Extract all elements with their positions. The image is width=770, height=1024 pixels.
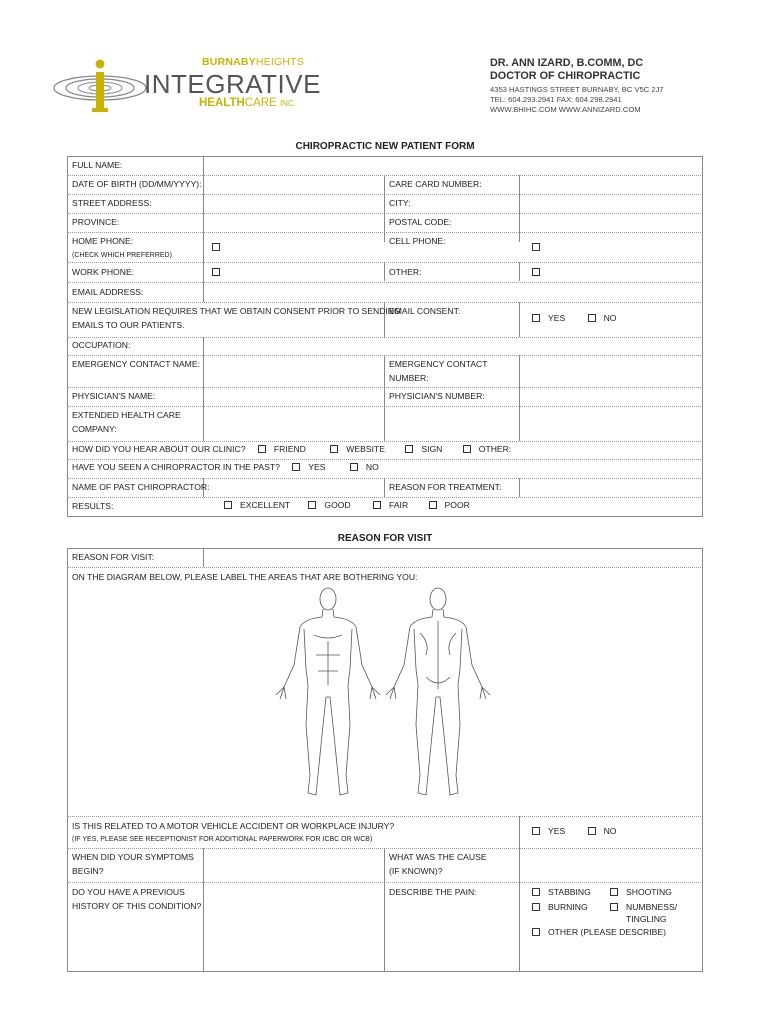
mva-note: (IF YES, PLEASE SEE RECEPTIONIST FOR ADDITIONAL PAPERWORK FOR ICBC OR WCB) [72,836,373,843]
back-body-figure [386,588,490,795]
logo-swirl-icon [48,58,148,114]
reason-visit-field[interactable] [204,549,702,566]
doctor-info [490,57,664,116]
visit-section-title: REASON FOR VISIT [337,533,433,544]
legislation-text-1: NEW LEGISLATION REQUIRES THAT WE OBTAIN CONSENT PRIOR TO SENDING [72,306,401,316]
physician-number-label: PHYSICIAN'S NUMBER: [389,391,485,401]
sign-checkbox[interactable] [405,445,413,453]
doctor-web: WWW.BHIHC.COM WWW.ANNIZARD.COM [490,105,641,115]
email-consent-no-checkbox[interactable] [588,314,596,322]
emergency-number-label-2: NUMBER: [389,373,429,383]
care-card-field[interactable] [520,176,702,193]
other-source-checkbox[interactable] [463,445,471,453]
email-label: EMAIL ADDRESS: [72,287,144,297]
work-phone-preferred-checkbox[interactable] [212,268,220,276]
doctor-address: 4353 HASTINGS STREET BURNABY, BC V5C 2J7 [490,85,664,94]
tingling-label: TINGLING [626,914,667,924]
past-chiro-label: NAME OF PAST CHIROPRACTOR: [72,482,210,492]
care-card-label: CARE CARD NUMBER: [389,179,482,189]
full-name-field[interactable] [204,157,702,174]
cause-label-1: WHAT WAS THE CAUSE [389,852,487,862]
other-pain-checkbox[interactable] [532,928,540,936]
other-phone-preferred-checkbox[interactable] [532,268,540,276]
occupation-field[interactable] [204,338,702,354]
logo-top-text: BURNABYHEIGHTS [202,56,304,68]
occupation-label: OCCUPATION: [72,340,131,350]
province-label: PROVINCE: [72,217,120,227]
form-title: CHIROPRACTIC NEW PATIENT FORM [295,141,475,152]
friend-checkbox[interactable] [258,445,266,453]
history-label-1: DO YOU HAVE A PREVIOUS [72,887,185,897]
postal-field[interactable] [520,214,702,231]
emergency-number-label-1: EMERGENCY CONTACT [389,359,488,369]
extended-health-label-1: EXTENDED HEALTH CARE [72,410,181,420]
seen-chiro-row: HAVE YOU SEEN A CHIROPRACTOR IN THE PAST? YES NO [72,462,379,472]
street-field[interactable] [204,195,383,212]
extended-health-label-2: COMPANY: [72,424,117,434]
numbness-checkbox[interactable] [610,903,618,911]
excellent-checkbox[interactable] [224,501,232,509]
results-label: RESULTS: [72,501,114,511]
legislation-text-2: EMAILS TO OUR PATIENTS. [72,320,185,330]
postal-label: POSTAL CODE: [389,217,452,227]
clinic-logo [48,52,321,114]
city-label: CITY: [389,198,411,208]
cause-label-2: (IF KNOWN)? [389,866,443,876]
other-phone-label: OTHER: [389,267,422,277]
logo-main-text: INTEGRATIVE [144,69,321,99]
shooting-checkbox[interactable] [610,888,618,896]
full-name-label: FULL NAME: [72,160,123,170]
burning-checkbox[interactable] [532,903,540,911]
stabbing-checkbox[interactable] [532,888,540,896]
doctor-title: DOCTOR OF CHIROPRACTIC [490,70,641,82]
email-consent-options: YES NO [532,313,616,323]
seen-chiro-no-checkbox[interactable] [350,463,358,471]
city-field[interactable] [520,195,702,212]
mva-yes-checkbox[interactable] [532,827,540,835]
dob-field[interactable] [204,176,383,193]
home-phone-preferred-checkbox[interactable] [212,243,220,251]
pain-numbness: NUMBNESS/ [610,902,677,912]
website-checkbox[interactable] [330,445,338,453]
province-field[interactable] [204,214,383,231]
reason-visit-label: REASON FOR VISIT: [72,552,155,562]
results-options: EXCELLENT GOOD FAIR POOR [224,499,470,512]
email-consent-yes-checkbox[interactable] [532,314,540,322]
reason-treatment-label: REASON FOR TREATMENT: [389,482,502,492]
home-phone-label: HOME PHONE: [72,236,134,246]
good-checkbox[interactable] [308,501,316,509]
mva-no-checkbox[interactable] [588,827,596,835]
cell-phone-label: CELL PHONE: [389,236,446,246]
symptoms-begin-label-2: BEGIN? [72,866,104,876]
seen-chiro-yes-checkbox[interactable] [292,463,300,471]
body-diagram[interactable] [270,585,500,805]
dob-label: DATE OF BIRTH (DD/MM/YYYY): [72,179,202,189]
diagram-instruction: ON THE DIAGRAM BELOW, PLEASE LABEL THE AREAS THAT ARE BOTHERING YOU: [72,572,418,582]
pain-other: OTHER (PLEASE DESCRIBE) [532,927,666,937]
doctor-phone: TEL: 604.293.2941 FAX: 604.298.2941 [490,95,622,105]
mva-options: YES NO [532,826,616,836]
cell-phone-preferred-checkbox[interactable] [532,243,540,251]
check-preferred-note: (CHECK WHICH PREFERRED) [72,252,172,259]
pain-shooting: SHOOTING [610,887,672,897]
mva-question: IS THIS RELATED TO A MOTOR VEHICLE ACCIDENT OR WORKPLACE INJURY? [72,821,395,831]
pain-stabbing: STABBING [532,887,591,897]
poor-checkbox[interactable] [429,501,437,509]
physician-name-label: PHYSICIAN'S NAME: [72,391,156,401]
logo-bottom-text: HEALTHCARE INC. [199,97,296,109]
front-body-figure [276,588,380,795]
describe-pain-label: DESCRIBE THE PAIN: [389,887,477,897]
work-phone-label: WORK PHONE: [72,267,135,277]
pain-burning: BURNING [532,902,588,912]
doctor-name: DR. ANN IZARD, B.COMM, DC [490,57,644,69]
history-label-2: HISTORY OF THIS CONDITION? [72,901,202,911]
emergency-name-label: EMERGENCY CONTACT NAME: [72,359,200,369]
street-label: STREET ADDRESS: [72,198,152,208]
email-field[interactable] [204,283,702,301]
symptoms-begin-label-1: WHEN DID YOUR SYMPTOMS [72,852,194,862]
email-consent-label: EMAIL CONSENT: [389,306,461,316]
fair-checkbox[interactable] [373,501,381,509]
hear-about-row: HOW DID YOU HEAR ABOUT OUR CLINIC? FRIEND WEBSITE SIGN OTHER: [72,444,512,454]
